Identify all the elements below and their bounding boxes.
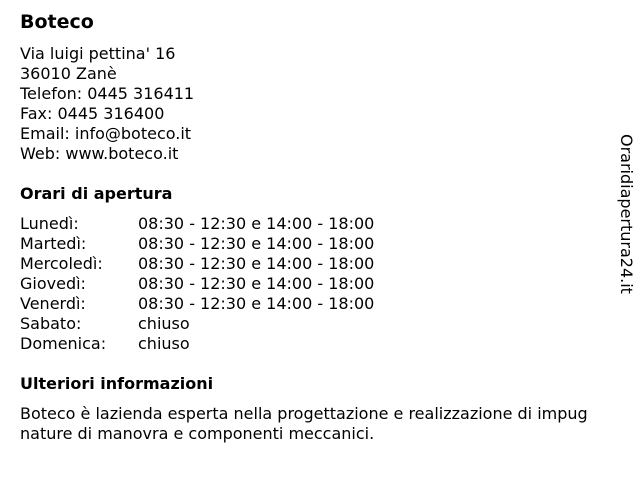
day-label: Domenica: [20,334,107,353]
opening-hours-heading: Orari di apertura [20,184,173,203]
hours-row-tuesday [20,234,440,254]
day-label: Martedì: [20,234,87,253]
description-line: nature di manovra e componenti meccanici. [20,424,375,443]
day-label: Sabato: [20,314,82,333]
contact-block [20,44,194,164]
hours-row-monday [20,214,440,234]
day-label: Lunedì: [20,214,79,233]
address-city: 36010 Zanè [20,64,117,83]
time-value: 08:30 - 12:30 e 14:00 - 18:00 [138,214,375,233]
site-watermark: Oraridiapertura24.it [617,134,636,294]
more-info-heading: Ulteriori informazioni [20,374,214,393]
hours-row-friday [20,294,440,314]
hours-row-sunday [20,334,440,354]
opening-hours-table [20,214,440,354]
day-label: Giovedì: [20,274,86,293]
hours-row-saturday [20,314,440,334]
website: Web: www.boteco.it [20,144,179,163]
time-value: chiuso [138,314,190,333]
fax-number: Fax: 0445 316400 [20,104,165,123]
address-street: Via luigi pettina' 16 [20,44,176,63]
time-value: chiuso [138,334,190,353]
business-description [20,404,640,444]
time-value: 08:30 - 12:30 e 14:00 - 18:00 [138,274,375,293]
day-label: Mercoledì: [20,254,103,273]
description-line: Boteco è lazienda esperta nella progettazione e realizzazione di impug [20,404,588,423]
phone-number: Telefon: 0445 316411 [20,84,195,103]
hours-row-wednesday [20,254,440,274]
email-address: Email: info@boteco.it [20,124,192,143]
business-name: Boteco [20,11,94,33]
time-value: 08:30 - 12:30 e 14:00 - 18:00 [138,294,375,313]
time-value: 08:30 - 12:30 e 14:00 - 18:00 [138,254,375,273]
time-value: 08:30 - 12:30 e 14:00 - 18:00 [138,234,375,253]
hours-row-thursday [20,274,440,294]
day-label: Venerdì: [20,294,86,313]
